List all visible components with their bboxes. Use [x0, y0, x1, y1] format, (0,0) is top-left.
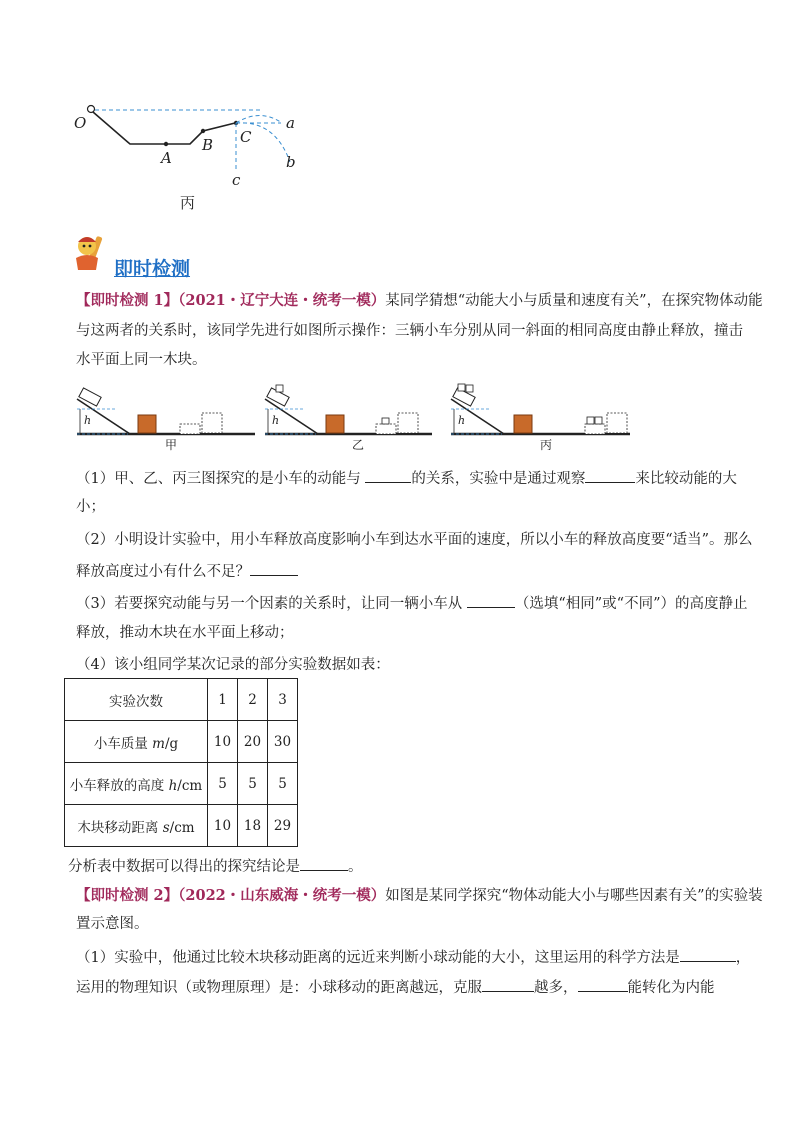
- q2-line1: 如图是某同学探究“物体动能大小与哪些因素有关”的实验装: [385, 888, 763, 904]
- q1-sub3: （3）若要探究动能与另一个因素的关系时，让同一辆小车从 （选填“相同”或“不同”）的高度静止: [76, 593, 736, 615]
- fig-label-jia: 甲: [165, 438, 178, 452]
- q1-sub4: （4）该小组同学某次记录的部分实验数据如表：: [76, 657, 390, 673]
- q1-sub1: （1）甲、乙、丙三图探究的是小车的动能与 的关系，实验中是通过观察 来比较动能的大: [76, 468, 736, 490]
- label-C: C: [240, 128, 252, 146]
- q1-line2: 与这两者的关系时，该同学先进行如图所示操作：三辆小车分别从同一斜面的相同高度由静止释放，撞击: [76, 323, 743, 339]
- q1-sub3-cont: 释放，推动木块在水平面上移动；: [76, 625, 294, 641]
- table-header-cell: 实验次数: [65, 679, 208, 721]
- q2-sub1-cont: 运用的物理知识（或物理原理）是：小球移动的距离越远，克服 越多， 能转化为内能: [76, 977, 736, 999]
- label-c: c: [232, 171, 241, 189]
- q2-blank-2[interactable]: [482, 977, 534, 992]
- table-cell: 20: [238, 721, 268, 763]
- table-cell: 5: [208, 763, 238, 805]
- table-header-cell: 小车释放的高度 h/cm: [65, 763, 208, 805]
- label-b: b: [286, 153, 296, 171]
- q1-sub1-cont: 小；: [76, 499, 105, 515]
- fig-h-1: h: [84, 414, 92, 427]
- label-A: A: [161, 149, 172, 167]
- q1-blank-1[interactable]: [365, 468, 411, 483]
- table-cell: 5: [238, 763, 268, 805]
- q1-blank-4[interactable]: [467, 593, 515, 608]
- q2-sub1: （1）实验中，他通过比较木块移动距离的远近来判断小球动能的大小，这里运用的科学方法是 ，: [76, 947, 736, 969]
- table-cell: 29: [268, 805, 298, 847]
- table-row: [65, 805, 298, 847]
- table-cell: 10: [208, 721, 238, 763]
- q1-sub2: （2）小明设计实验中，用小车释放高度影响小车到达水平面的速度，所以小车的释放高度要“适当”。那么: [76, 532, 753, 548]
- table-cell: 30: [268, 721, 298, 763]
- fig-label-yi: 乙: [352, 438, 365, 452]
- table-header-cell: 木块移动距离 s/cm: [65, 805, 208, 847]
- table-header-cell: 小车质量 m/g: [65, 721, 208, 763]
- figure-caption: 丙: [180, 194, 196, 212]
- fig-h-3: h: [458, 414, 466, 427]
- table-cell: 1: [208, 679, 238, 721]
- q1-blank-5[interactable]: [300, 856, 348, 871]
- table-row: [65, 679, 298, 721]
- section-title: 即时检测: [114, 258, 191, 280]
- q1-line3: 水平面上同一木块。: [76, 352, 207, 368]
- q2-tag: 【即时检测 2】（2022・山东威海・统考一模）: [76, 887, 386, 904]
- table-cell: 5: [268, 763, 298, 805]
- table-row: [65, 763, 298, 805]
- table-cell: 18: [238, 805, 268, 847]
- data-table: [64, 678, 298, 847]
- fig-label-bing: 丙: [540, 438, 553, 452]
- table-cell: 2: [238, 679, 268, 721]
- table-cell: 10: [208, 805, 238, 847]
- label-O: O: [74, 114, 87, 132]
- fig-h-2: h: [272, 414, 280, 427]
- q1-sub2-cont: 释放高度过小有什么不足？: [76, 561, 736, 583]
- q1-intro: [76, 290, 763, 312]
- q1-blank-2[interactable]: [585, 468, 635, 483]
- q2-line2: 置示意图。: [76, 916, 149, 932]
- table-row: [65, 721, 298, 763]
- q2-blank-3[interactable]: [578, 977, 628, 992]
- q2-intro: [76, 885, 763, 907]
- q1-line1: 某同学猜想“动能大小与质量和速度有关”，在探究物体动能: [385, 293, 763, 309]
- q1-blank-3[interactable]: [250, 561, 298, 576]
- label-B: B: [202, 136, 214, 154]
- mascot-icon: [72, 232, 106, 272]
- table-cell: 3: [268, 679, 298, 721]
- q1-tag: 【即时检测 1】（2021・辽宁大连・统考一模）: [76, 292, 386, 309]
- label-a: a: [286, 114, 295, 132]
- q2-blank-1[interactable]: [680, 947, 736, 962]
- q1-conclusion: 分析表中数据可以得出的探究结论是 。: [68, 856, 363, 878]
